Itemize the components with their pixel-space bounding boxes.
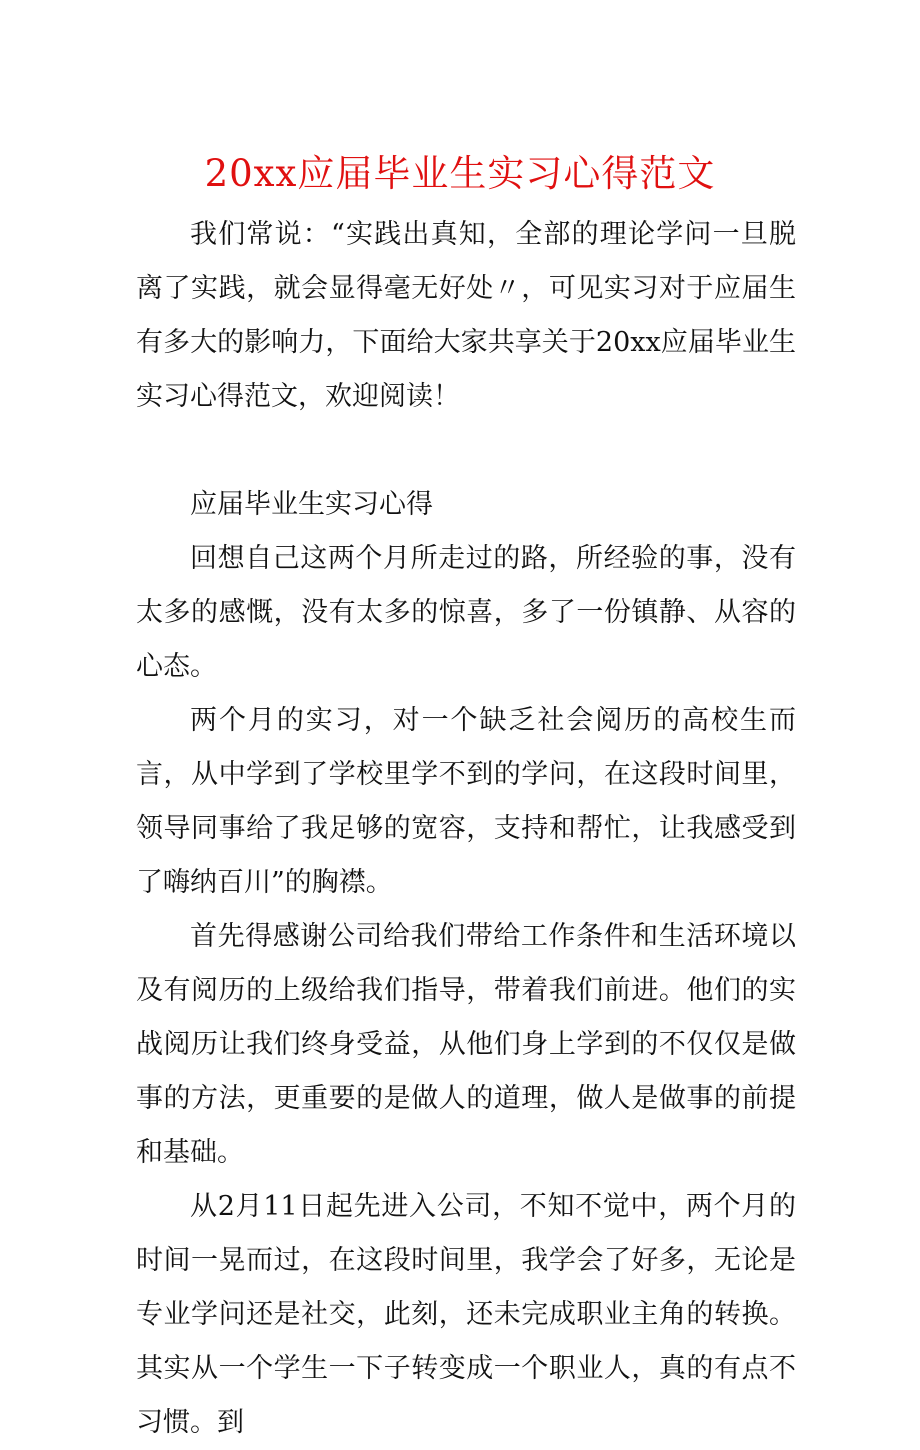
intro-paragraph: 我们常说：“实践出真知，全部的理论学问一旦脱离了实践，就会显得毫无好处〃，可见实习对于应届生有多大的影响力，下面给大家共享关于20xx应届毕业生实习心得范文，欢迎阅读！	[136, 219, 796, 412]
body-paragraph: 首先得感谢公司给我们带给工作条件和生活环境以及有阅历的上级给我们指导，带着我们前进。他们的实战阅历让我们终身受益，从他们身上学到的不仅仅是做事的方法，更重要的是做人的道理，做人是做事的前提和基础。	[136, 921, 796, 1168]
section-title: 应届毕业生实习心得	[190, 489, 433, 520]
paragraph-gap	[136, 424, 796, 478]
body-paragraph: 从2月11日起先进入公司，不知不觉中，两个月的时间一晃而过，在这段时间里，我学会了好多，无论是专业学问还是社交，此刻，还未完成职业主角的转换。其实从一个学生一下子转变成一个职业人，真的有点不习惯。到	[136, 1191, 796, 1438]
document-title: 20xx应届毕业生实习心得范文	[204, 152, 716, 195]
body-paragraph: 两个月的实习，对一个缺乏社会阅历的高校生而言，从中学到了学校里学不到的学问，在这段时间里，领导同事给了我足够的宽容，支持和帮忙，让我感受到了嗨纳百川”的胸襟。	[136, 705, 796, 898]
body-paragraph: 回想自己这两个月所走过的路，所经验的事，没有太多的感慨，没有太多的惊喜，多了一份镇静、从容的心态。	[136, 543, 796, 682]
document-body	[136, 208, 796, 1450]
